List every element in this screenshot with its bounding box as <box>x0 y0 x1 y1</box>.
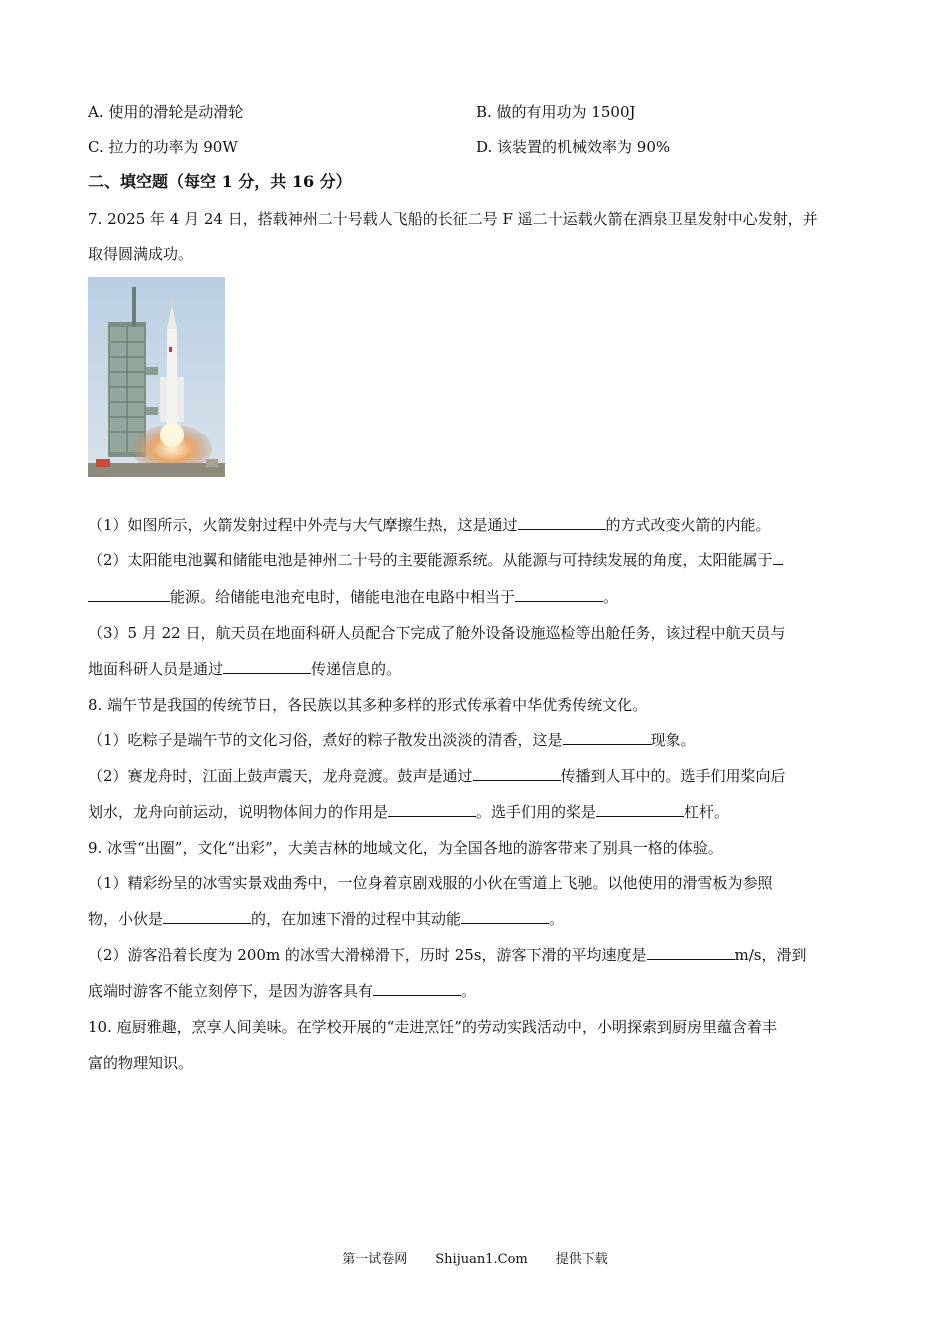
footer-site-name: 第一试卷网 <box>342 1252 408 1267</box>
rocket-launch-illustration <box>88 277 225 477</box>
answer-blank[interactable] <box>388 802 476 817</box>
q10-line2: 富的物理知识。 <box>88 1054 194 1072</box>
q8-part2-line1 <box>88 766 786 786</box>
answer-blank[interactable] <box>163 909 251 924</box>
q7-p3-text-c: 传递信息的。 <box>311 660 402 678</box>
q8-p2-text-b: 传播到人耳中的。选手们用桨向后 <box>560 767 786 785</box>
answer-blank[interactable] <box>515 587 603 602</box>
q8-part2-line2 <box>88 802 729 822</box>
q9-part2-line2 <box>88 981 476 1001</box>
q7-stem-line2: 取得圆满成功。 <box>88 245 194 263</box>
q7-part3-line1: （3）5 月 22 日，航天员在地面科研人员配合下完成了舱外设备设施巡检等出舱任务，该过程中航天员与 <box>88 624 786 642</box>
option-d: D. 该装置的机械效率为 90% <box>476 138 671 156</box>
answer-blank[interactable] <box>473 766 561 781</box>
q9-part2-line1 <box>88 945 806 965</box>
answer-blank[interactable] <box>773 550 783 565</box>
section-title: 二、填空题（每空 1 分，共 16 分） <box>88 172 352 191</box>
answer-blank[interactable] <box>461 909 549 924</box>
answer-blank[interactable] <box>373 981 461 996</box>
q8-p2-text-d: 。选手们用的桨是 <box>476 803 597 821</box>
q8-stem: 8. 端午节是我国的传统节日，各民族以其多种多样的形式传承着中华优秀传统文化。 <box>88 696 648 714</box>
rocket-launch-photo <box>88 277 225 477</box>
q8-p2-text-a: （2）赛龙舟时，江面上鼓声震天，龙舟竞渡。鼓声是通过 <box>88 767 473 785</box>
answer-blank[interactable] <box>563 730 651 745</box>
option-a: A. 使用的滑轮是动滑轮 <box>88 103 244 121</box>
q9-stem: 9. 冰雪“出圈”，文化“出彩”，大美吉林的地域文化，为全国各地的游客带来了别具一格的体验。 <box>88 839 723 857</box>
answer-blank[interactable] <box>88 587 170 602</box>
page-footer <box>0 1248 950 1267</box>
q7-p2-text-a: （2）太阳能电池翼和储能电池是神州二十号的主要能源系统。从能源与可持续发展的角度，太阳能属于 <box>88 551 773 569</box>
q9-p2-text-a: （2）游客沿着长度为 200m 的冰雪大滑梯滑下，历时 25s，游客下滑的平均速度是 <box>88 946 647 964</box>
q7-stem-line1: 7. 2025 年 4 月 24 日，搭载神州二十号载人飞船的长征二号 F 遥二十运载火箭在酒泉卫星发射中心发射，并 <box>88 210 818 228</box>
q8-p1-text-b: 现象。 <box>650 731 696 749</box>
q7-part2-line1 <box>88 550 783 570</box>
q9-p1-text-b: 物，小伙是 <box>88 910 164 928</box>
q7-p1-text-b: 的方式改变火箭的内能。 <box>605 516 771 534</box>
q7-p3-text-b: 地面科研人员是通过 <box>88 660 224 678</box>
q9-p1-text-d: 。 <box>549 910 565 928</box>
q9-part1-line1: （1）精彩纷呈的冰雪实景戏曲秀中，一位身着京剧戏服的小伙在雪道上飞驰。以他使用的滑雪板为参照 <box>88 874 773 892</box>
q7-part2-line2 <box>88 587 618 607</box>
q9-p2-text-d: 。 <box>461 982 477 1000</box>
option-c: C. 拉力的功率为 90W <box>88 138 238 156</box>
q10-line1: 10. 庖厨雅趣，烹享人间美味。在学校开展的“走进烹饪”的劳动实践活动中，小明探索到厨房里蕴含着丰 <box>88 1018 777 1036</box>
q9-part1-line2 <box>88 909 564 929</box>
q7-p2-text-c: 。 <box>603 588 619 606</box>
q8-part1 <box>88 730 696 750</box>
q7-part1 <box>88 515 771 535</box>
answer-blank[interactable] <box>647 945 735 960</box>
q7-p2-text-b: 能源。给储能电池充电时，储能电池在电路中相当于 <box>170 588 516 606</box>
footer-site-domain: Shijuan1.Com <box>435 1252 528 1267</box>
q9-p2-text-b: m/s，滑到 <box>734 946 807 964</box>
answer-blank[interactable] <box>223 659 311 674</box>
q9-p2-text-c: 底端时游客不能立刻停下，是因为游客具有 <box>88 982 374 1000</box>
q8-p2-text-c: 划水，龙舟向前运动，说明物体间力的作用是 <box>88 803 389 821</box>
q9-p1-text-c: 的，在加速下滑的过程中其动能 <box>251 910 462 928</box>
answer-blank[interactable] <box>518 515 606 530</box>
option-b: B. 做的有用功为 1500J <box>476 103 636 121</box>
footer-download-text: 提供下载 <box>555 1252 608 1267</box>
answer-blank[interactable] <box>596 802 684 817</box>
q8-p1-text-a: （1）吃粽子是端午节的文化习俗，煮好的粽子散发出淡淡的清香，这是 <box>88 731 563 749</box>
q7-part3-line2 <box>88 659 401 679</box>
q8-p2-text-e: 杠杆。 <box>684 803 730 821</box>
q7-p1-text-a: （1）如图所示，火箭发射过程中外壳与大气摩擦生热，这是通过 <box>88 516 518 534</box>
